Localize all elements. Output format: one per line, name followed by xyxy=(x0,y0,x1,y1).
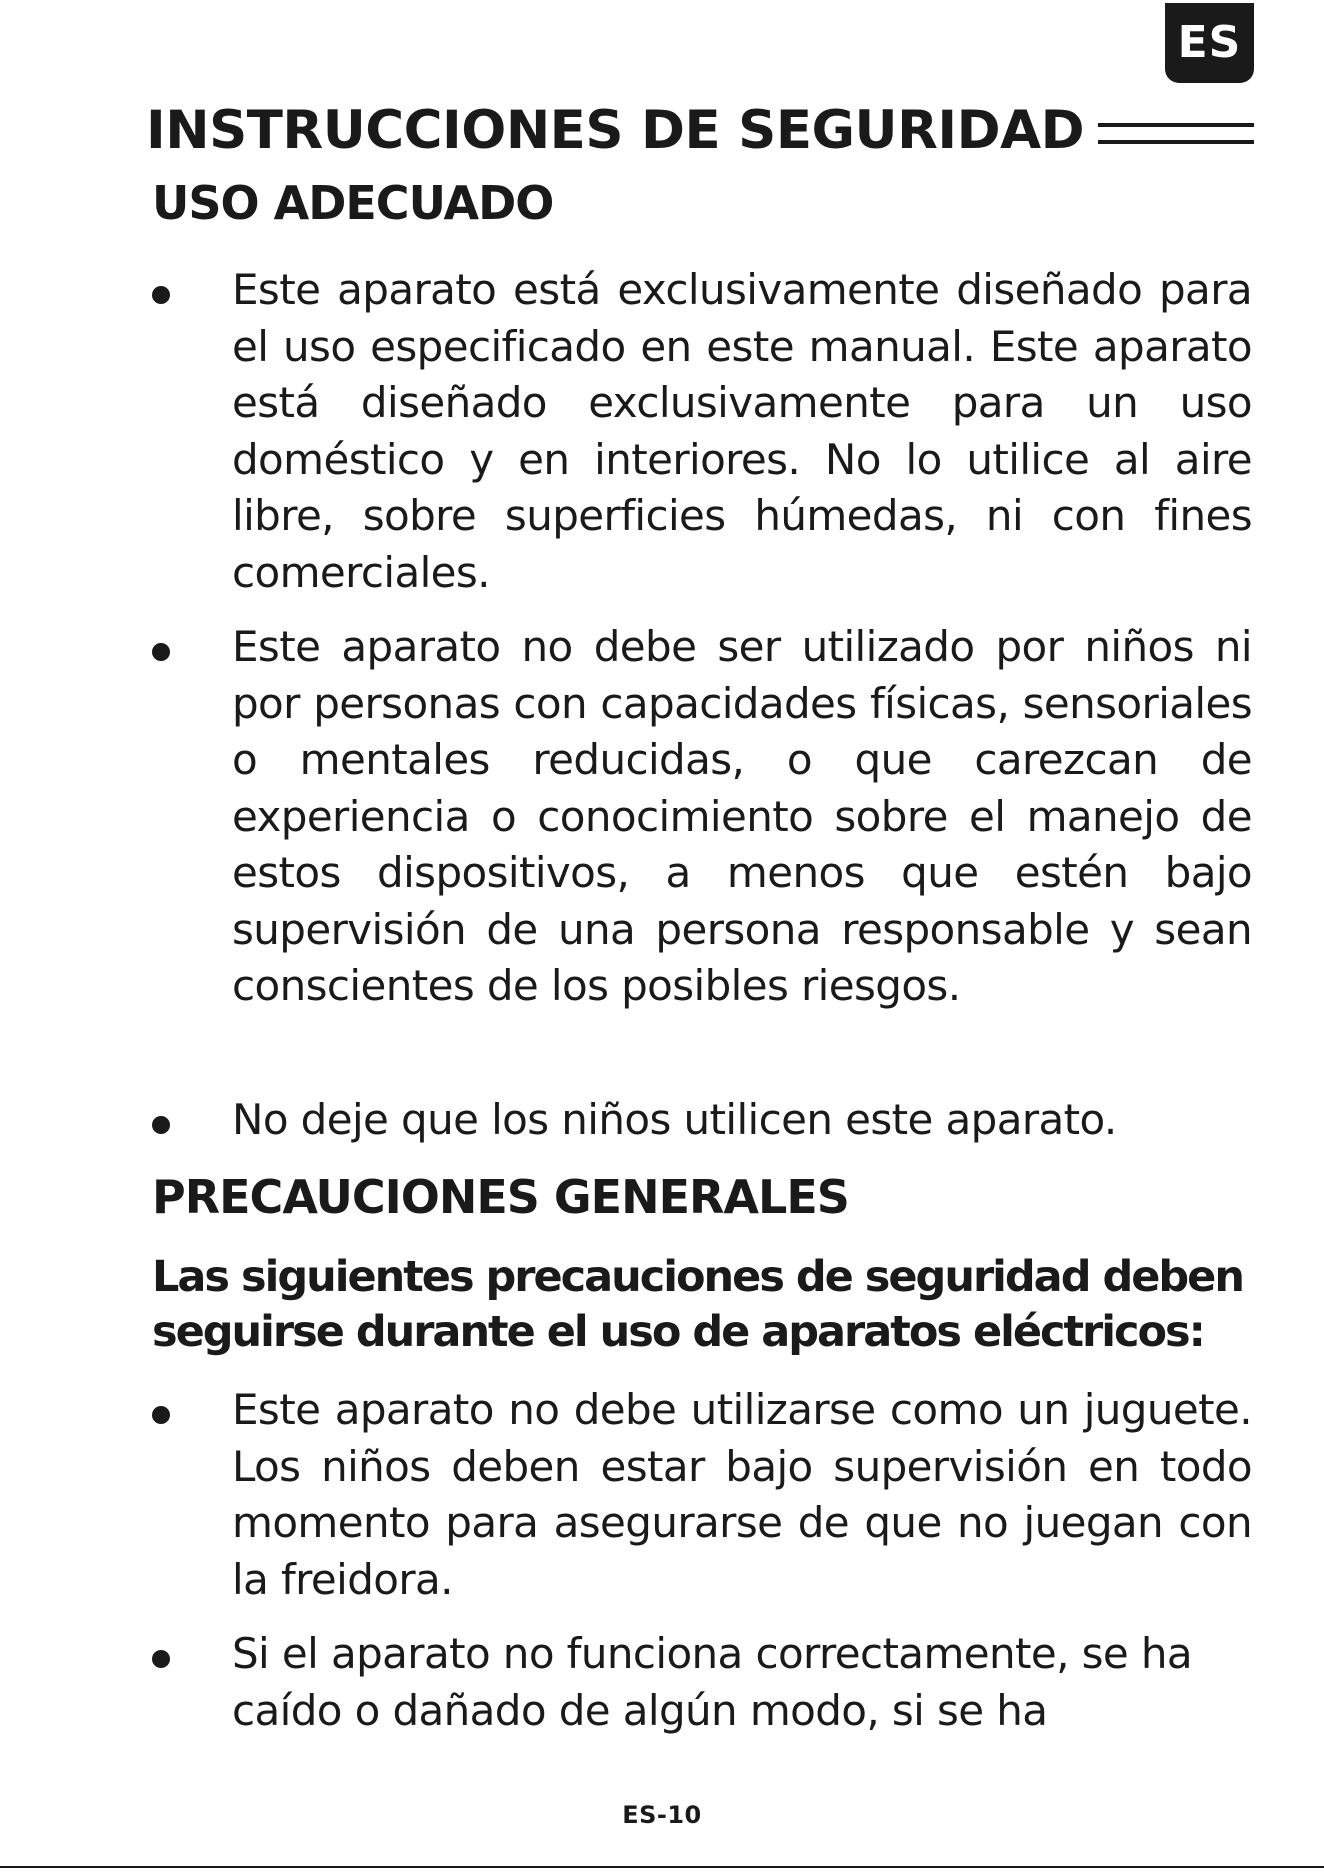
language-badge: ES xyxy=(1165,3,1254,83)
list-item xyxy=(152,1626,1252,1739)
list-item xyxy=(152,1092,1252,1149)
list-item-text: Este aparato no debe utilizarse como un juguete. Los niños deben estar bajo supervisión en todo momento para asegurarse de que no juegan con la freidora. xyxy=(232,1385,1252,1604)
list-item-text: No deje que los niños utilicen este aparato. xyxy=(232,1095,1117,1144)
list-item-text: Este aparato no debe ser utilizado por niños ni por personas con capacidades físicas, sensoriales o mentales reducidas, o que carezcan de experiencia o conocimiento sobre el manejo de estos dispositivos, a menos que estén bajo supervisión de una persona responsable y sean conscientes de los posibles riesgos. xyxy=(232,622,1252,1010)
bottom-border-line xyxy=(0,1866,1324,1868)
list-item xyxy=(152,619,1252,1015)
list-item-text: Este aparato está exclusivamente diseñado para el uso especificado en este manual. Este aparato está diseñado exclusivamente para un uso doméstico y en interiores. No lo utilice al aire libre, sobre superficies húmedas, ni con fines comerciales. xyxy=(232,265,1252,597)
page-title-row xyxy=(146,92,1254,168)
bullet-dot-icon xyxy=(152,643,170,661)
title-double-rule xyxy=(1098,123,1254,144)
list-item-text: Si el aparato no funciona correctamente, se ha caído o dañado de algún modo, si se ha xyxy=(232,1629,1193,1735)
page-number: ES-10 xyxy=(622,1801,702,1829)
section-heading-uso-adecuado: USO ADECUADO xyxy=(152,176,554,230)
section-heading-precauciones-generales: PRECAUCIONES GENERALES xyxy=(152,1170,849,1224)
list-item xyxy=(152,262,1252,601)
page-title: INSTRUCCIONES DE SEGURIDAD xyxy=(146,99,1085,161)
bullet-dot-icon xyxy=(152,1406,170,1424)
list-item xyxy=(152,1382,1252,1608)
bullet-dot-icon xyxy=(152,1650,170,1668)
bullet-dot-icon xyxy=(152,1116,170,1134)
section-lead-text: Las siguientes precauciones de seguridad deben seguirse durante el uso de aparatos eléctricos: xyxy=(152,1252,1243,1357)
bullet-dot-icon xyxy=(152,286,170,304)
